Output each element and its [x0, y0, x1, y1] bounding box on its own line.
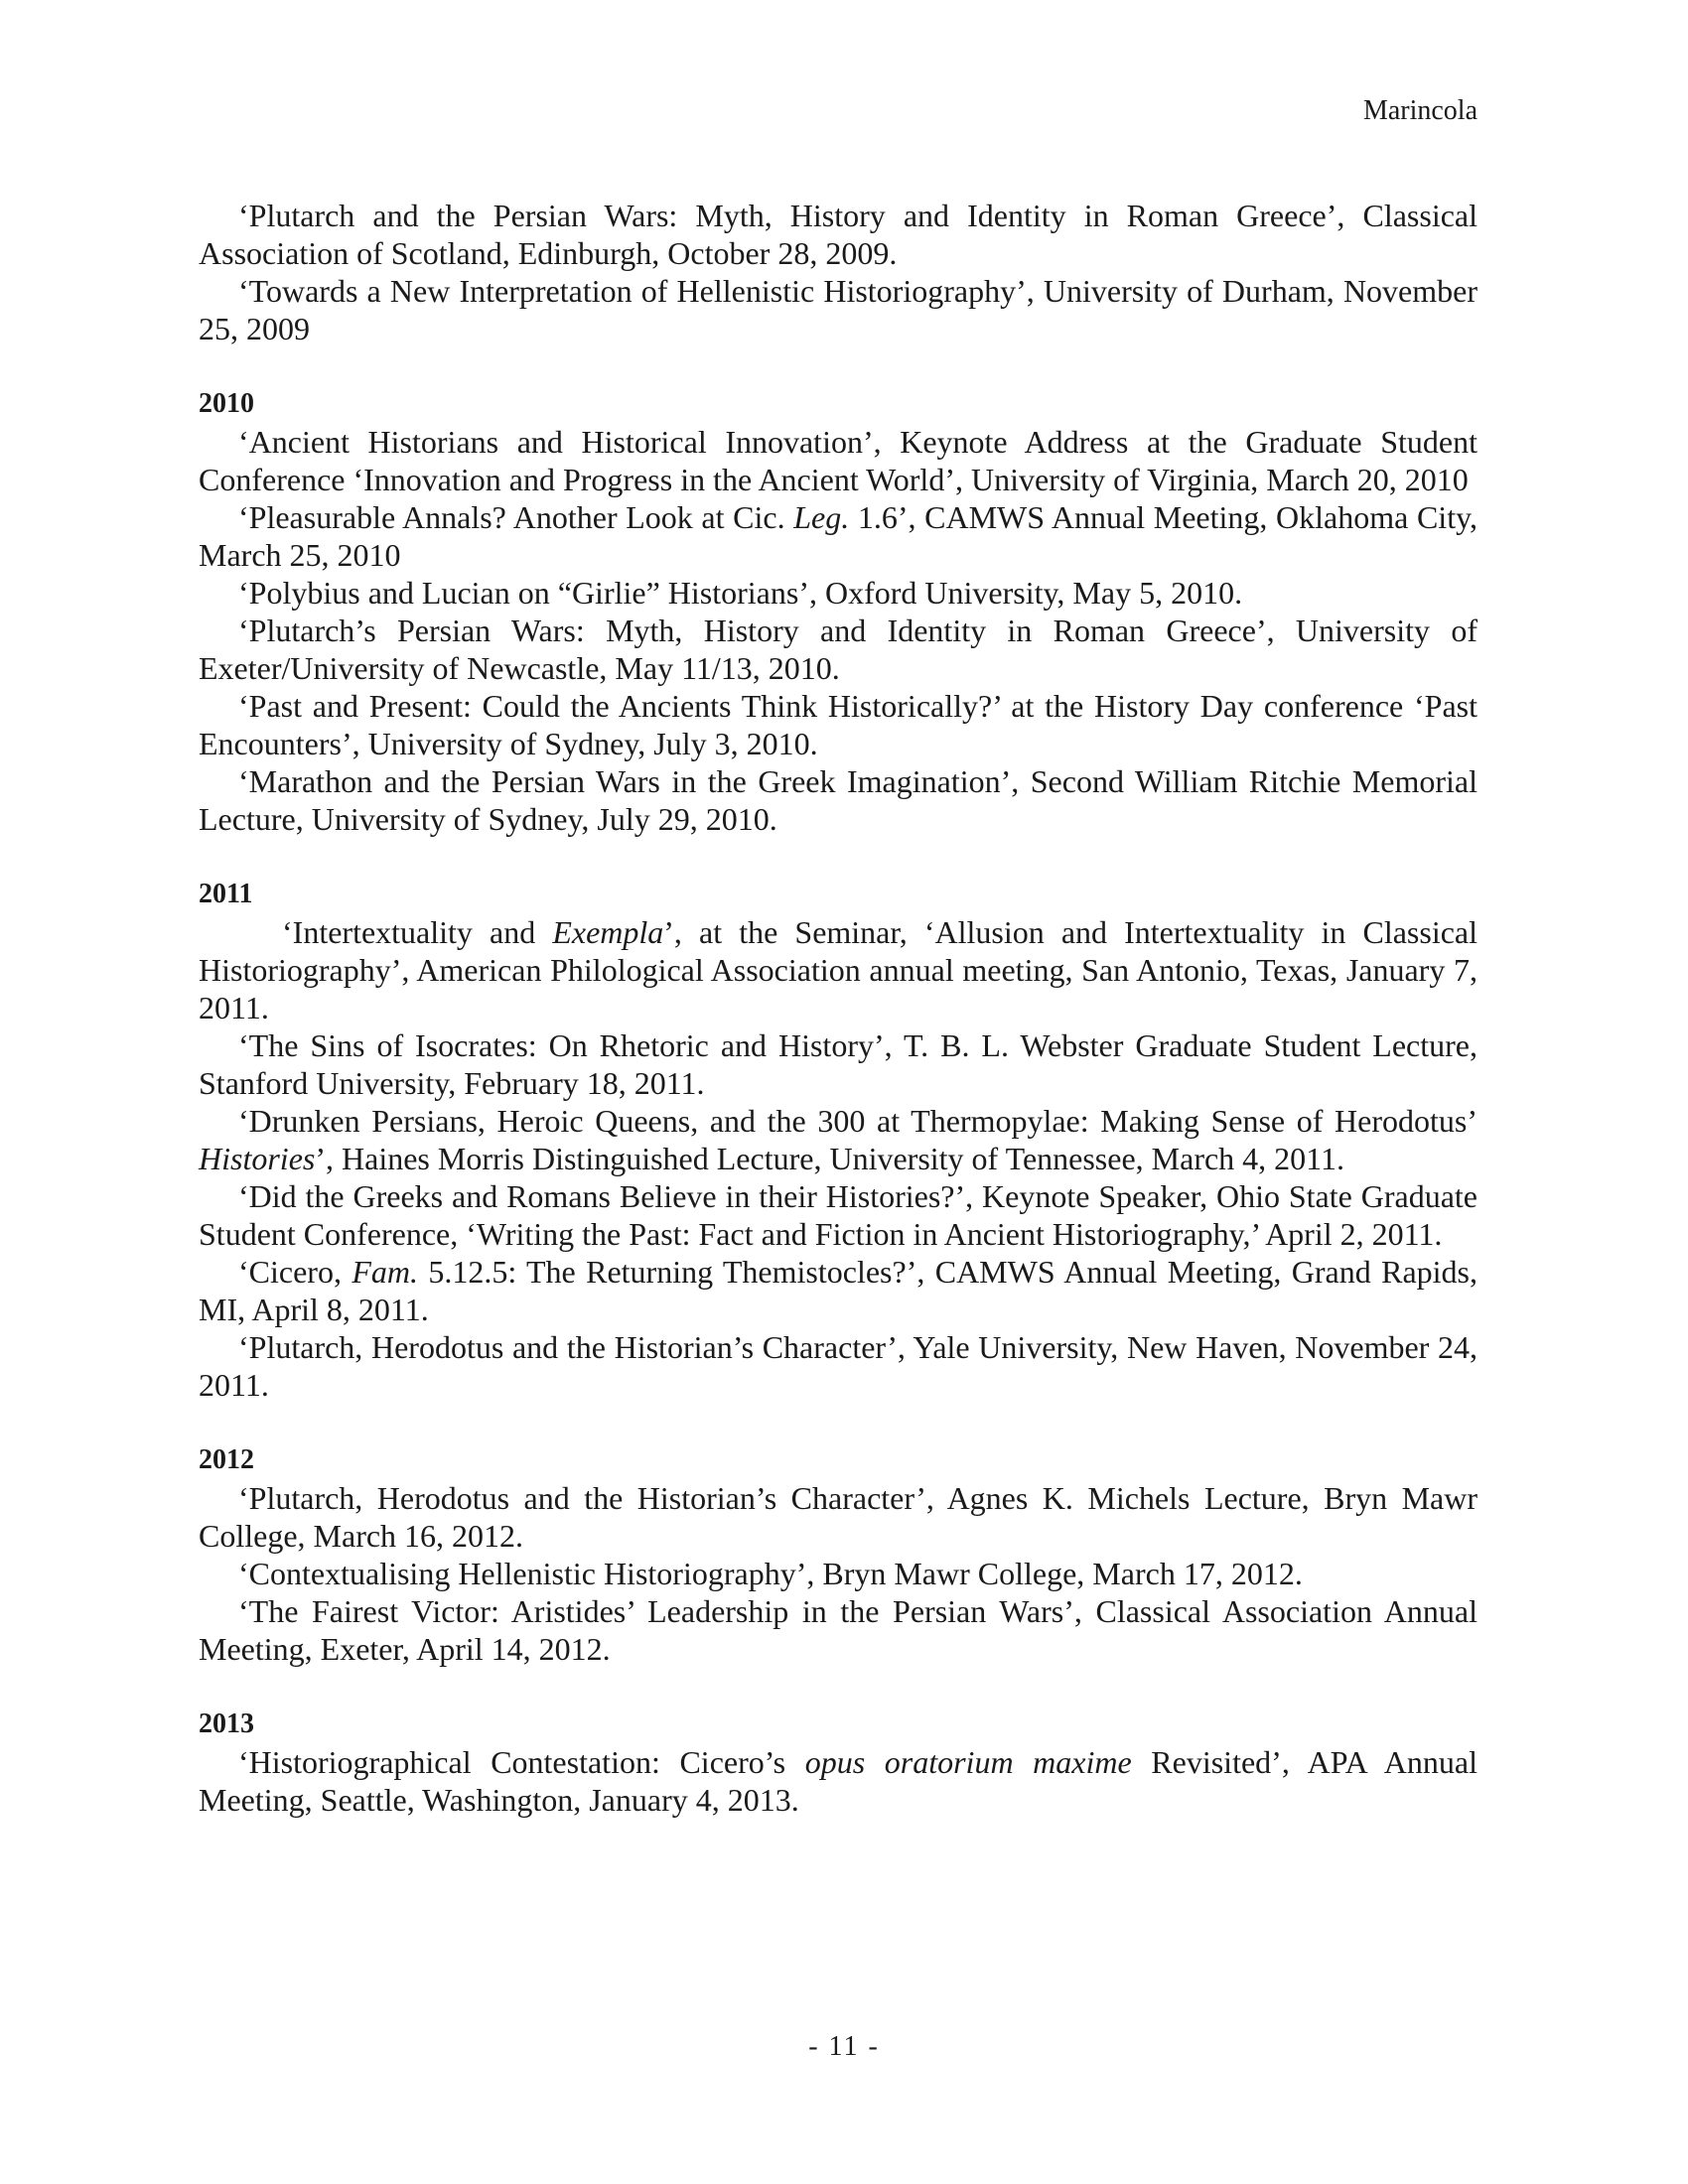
entry-text: ‘The Sins of Isocrates: On Rhetoric and History’, T. B. L. Webster Graduate Student Lecture, Stanford University, February 18, 2011. — [199, 1027, 1477, 1101]
lecture-entry — [199, 1479, 1477, 1555]
document-body — [199, 197, 1477, 1819]
entry-text: ‘Plutarch, Herodotus and the Historian’s Character’, Agnes K. Michels Lecture, Bryn Mawr College, March 16, 2012. — [199, 1480, 1477, 1554]
year-heading: 2013 — [199, 1708, 254, 1739]
entry-text: ‘Plutarch’s Persian Wars: Myth, History and Identity in Roman Greece’, University of Exeter/University of Newcastle, May 11/13, 2010. — [199, 613, 1477, 686]
lecture-entry — [199, 1177, 1477, 1253]
entry-text-after: 5.12.5: The Returning Themistocles?’, CAMWS Annual Meeting, Grand Rapids, MI, April 8, 2011. — [199, 1254, 1477, 1327]
lecture-entry — [199, 1026, 1477, 1102]
year-heading: 2011 — [199, 879, 253, 909]
entry-text: ‘Pleasurable Annals? Another Look at Cic. — [238, 499, 794, 535]
entry-text: ‘Intertextuality and — [282, 914, 553, 950]
lecture-entry — [199, 1253, 1477, 1328]
entry-italic: Exempla — [552, 914, 664, 950]
entry-text: ‘Plutarch, Herodotus and the Historian’s Character’, Yale University, New Haven, November 24, 2011. — [199, 1329, 1477, 1403]
entry-italic: opus oratorium maxime — [804, 1744, 1132, 1780]
lecture-entry — [199, 574, 1477, 612]
entry-text: ‘Towards a New Interpretation of Hellenistic Historiography’, University of Durham, November 25, 2009 — [199, 273, 1477, 346]
lecture-entry — [199, 612, 1477, 687]
entry-text: ‘Historiographical Contestation: Cicero’s — [238, 1744, 805, 1780]
lecture-entry — [199, 1102, 1477, 1177]
lecture-entry — [199, 913, 1477, 1026]
year-heading: 2010 — [199, 388, 254, 419]
lecture-entry — [199, 1743, 1477, 1819]
lecture-entry — [199, 1555, 1477, 1592]
entry-text-after: ’, Haines Morris Distinguished Lecture, University of Tennessee, March 4, 2011. — [315, 1141, 1344, 1176]
lecture-entry — [199, 423, 1477, 498]
lecture-entry — [199, 1328, 1477, 1404]
lecture-entry — [199, 498, 1477, 574]
entry-text: ‘Contextualising Hellenistic Historiography’, Bryn Mawr College, March 17, 2012. — [238, 1556, 1303, 1591]
entry-text: ‘Ancient Historians and Historical Innovation’, Keynote Address at the Graduate Student Conference ‘Innovation and Progress in the Ancient World’, University of Virginia, March 20, 2010 — [199, 424, 1477, 497]
entry-text-after: Revisited’, APA Annual Meeting, Seattle, Washington, January 4, 2013. — [199, 1744, 1478, 1818]
entry-text: ‘Plutarch and the Persian Wars: Myth, History and Identity in Roman Greece’, Classical Association of Scotland, Edinburgh, October 28, 2009. — [199, 198, 1477, 271]
entry-italic: Histories — [199, 1141, 316, 1176]
entry-text-after: ’, at the Seminar, ‘Allusion and Intertextuality in Classical Historiography’, American Philological Association annual meeting, San Antonio, Texas, January 7, 2011. — [199, 914, 1477, 1025]
entry-text: ‘The Fairest Victor: Aristides’ Leadership in the Persian Wars’, Classical Association Annual Meeting, Exeter, April 14, 2012. — [199, 1593, 1477, 1667]
entry-text: ‘Cicero, — [238, 1254, 352, 1290]
lecture-entry — [199, 762, 1477, 838]
running-head: Marincola — [1362, 95, 1477, 126]
lecture-entry — [199, 197, 1477, 272]
entry-italic: Fam. — [352, 1254, 418, 1290]
entry-italic: Leg. — [793, 499, 850, 535]
entry-text-after: 1.6’, CAMWS Annual Meeting, Oklahoma City, March 25, 2010 — [199, 499, 1477, 573]
year-heading: 2012 — [199, 1444, 254, 1475]
lecture-entry — [199, 1592, 1477, 1668]
entry-text: ‘Polybius and Lucian on “Girlie” Historians’, Oxford University, May 5, 2010. — [238, 575, 1243, 611]
entry-text: ‘Did the Greeks and Romans Believe in their Histories?’, Keynote Speaker, Ohio State Graduate Student Conference, ‘Writing the Past: Fact and Fiction in Ancient Historiography,’ April 2, 2011. — [199, 1178, 1477, 1252]
page-number: - 11 - — [808, 2031, 880, 2062]
entry-text: ‘Marathon and the Persian Wars in the Greek Imagination’, Second William Ritchie Memorial Lecture, University of Sydney, July 29, 2010. — [199, 763, 1477, 837]
entry-text: ‘Past and Present: Could the Ancients Think Historically?’ at the History Day conference ‘Past Encounters’, University of Sydney, July 3, 2010. — [199, 688, 1477, 761]
lecture-entry — [199, 687, 1477, 762]
entry-text: ‘Drunken Persians, Heroic Queens, and the 300 at Thermopylae: Making Sense of Herodotus’ — [238, 1103, 1477, 1139]
lecture-entry — [199, 272, 1477, 347]
